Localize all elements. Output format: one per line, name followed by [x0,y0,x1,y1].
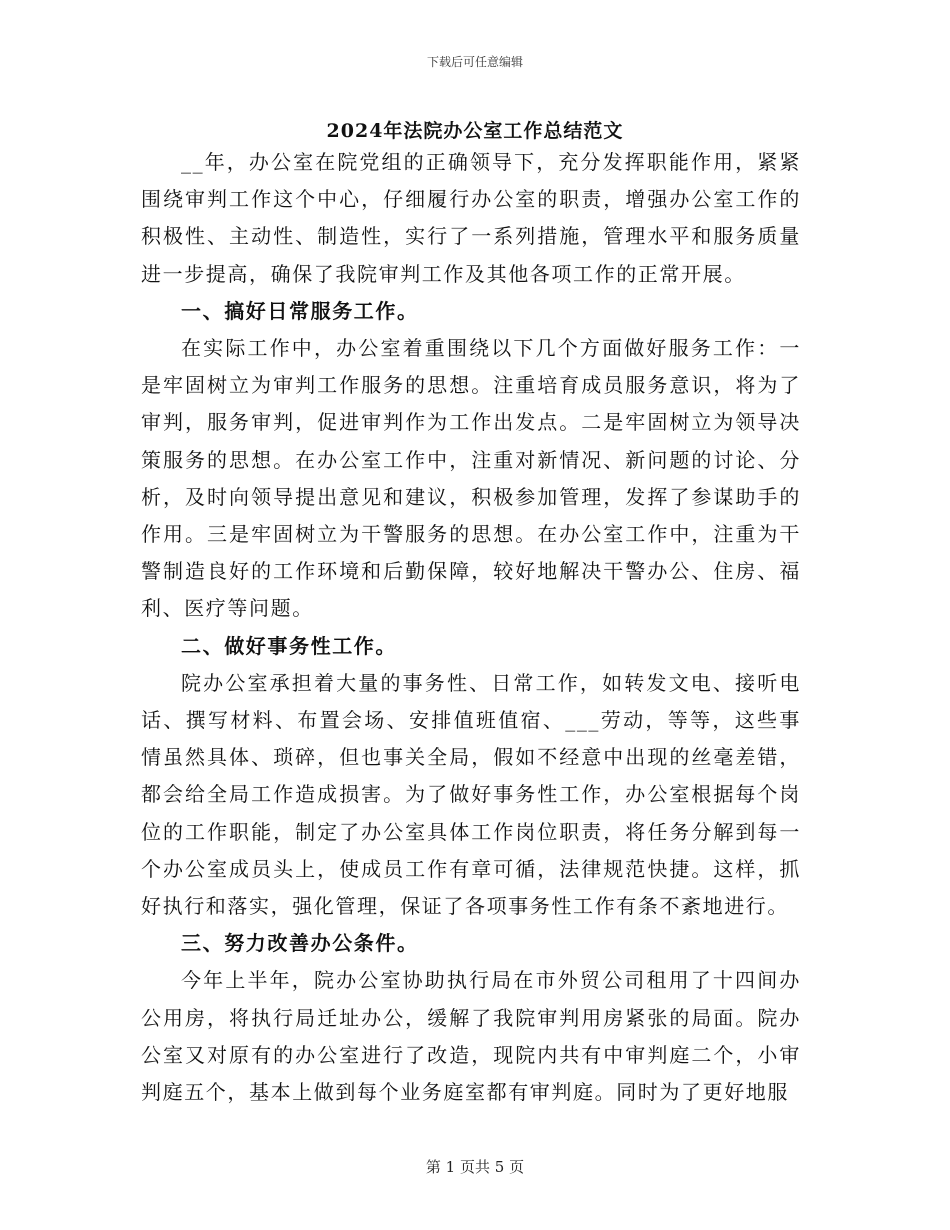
document-title: 2024年法院办公室工作总结范文 [326,120,624,142]
document-body [141,144,801,1111]
section-heading-1: 一、搞好日常服务工作。 [181,298,419,323]
intro-paragraph: __年，办公室在院党组的正确领导下，充分发挥职能作用，紧紧围绕审判工作这个中心，仔细履行办公室的职责，增强办公室工作的积极性、主动性、制造性，实行了一系列措施，管理水平和服务质量进一步提高，确保了我院审判工作及其他各项工作的正常开展。 [141,150,801,286]
header-note: 下载后可任意编辑 [426,55,523,69]
section-body-1: 在实际工作中，办公室着重围绕以下几个方面做好服务工作：一是牢固树立为审判工作服务的思想。注重培育成员服务意识，将为了审判，服务审判，促进审判作为工作出发点。二是牢固树立为领导决策服务的思想。在办公室工作中，注重对新情况、新问题的讨论、分析，及时向领导提出意见和建议，积极参加管理，发挥了参谋助手的作用。三是牢固树立为干警服务的思想。在办公室工作中，注重为干警制造良好的工作环境和后勤保障，较好地解决干警办公、住房、福利、医疗等问题。 [141,336,801,621]
page-number: 第 1 页共 5 页 [425,1158,525,1176]
section-heading-3: 三、努力改善办公条件。 [181,931,419,956]
section-body-2: 院办公室承担着大量的事务性、日常工作，如转发文电、接听电话、撰写材料、布置会场、安排值班值宿、___劳动，等等，这些事情虽然具体、琐碎，但也事关全局，假如不经意中出现的丝毫差错，都会给全局工作造成损害。为了做好事务性工作，办公室根据每个岗位的工作职能，制定了办公室具体工作岗位职责，将任务分解到每一个办公室成员头上，使成员工作有章可循，法律规范快捷。这样，抓好执行和落实，强化管理，保证了各项事务性工作有条不紊地进行。 [141,670,801,919]
section-body-3: 今年上半年，院办公室协助执行局在市外贸公司租用了十四间办公用房，将执行局迁址办公，缓解了我院审判用房紧张的局面。院办公室又对原有的办公室进行了改造，现院内共有中审判庭二个，小审判庭五个，基本上做到每个业务庭室都有审判庭。同时为了更好地服 [141,968,801,1105]
section-heading-2: 二、做好事务性工作。 [181,633,397,658]
